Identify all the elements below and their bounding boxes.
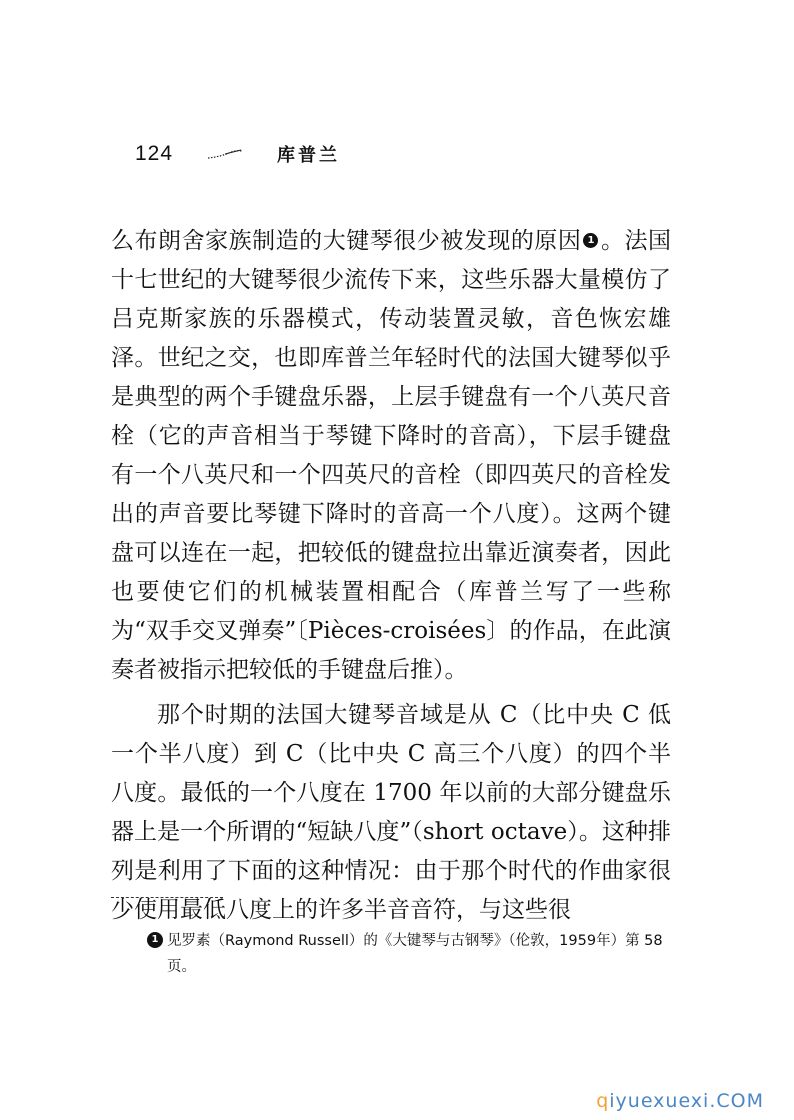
footnote-rule	[111, 897, 223, 898]
footnote	[145, 928, 670, 980]
page-header	[135, 140, 340, 168]
running-head: 库普兰	[277, 145, 341, 166]
footnote-reference[interactable]: 1	[583, 233, 598, 248]
watermark-lead: q	[596, 1090, 610, 1112]
footnote-marker: 1	[147, 932, 163, 948]
watermark	[596, 1090, 764, 1112]
footnote-text: 见罗素（Raymond Russell）的《大键琴与古钢琴》（伦敦，1959年）第 58 页。	[167, 933, 663, 975]
watermark-rest: iyuexuexi.COM	[609, 1090, 764, 1112]
paragraph: 那个时期的法国大键琴音域是从 C（比中央 C 低一个半八度）到 C（比中央 C 高三个八度）的四个半八度。最低的一个八度在 1700 年以前的大部分键盘乐器上是一个所谓的“短缺八度”（short octave）。这种排列是利用了下面的这种情况：由于那个时代的作曲家很少使用最低八度上的许多半音音符，与这些很	[111, 702, 671, 923]
page-number: 124	[135, 142, 174, 165]
paragraph-text: 。法国十七世纪的大键琴很少流传下来，这些乐器大量模仿了吕克斯家族的乐器模式，传动装置灵敏，音色恢宏雄泽。世纪之交，也即库普兰年轻时代的法国大键琴似乎是典型的两个手键盘乐器，上层手键盘有一个八英尺音栓（它的声音相当于琴键下降时的音高），下层手键盘有一个八英尺和一个四英尺的音栓（即四英尺的音栓发出的声音要比琴键下降时的音高一个八度）。这两个键盘可以连在一起，把较低的键盘拉出靠近演奏者，因此也要使它们的机械装置相配合（库普兰写了一些称为“双手交叉弹奏”〔Pièces-croisées〕的作品，在此演奏者被指示把较低的手键盘后推）。	[111, 228, 672, 683]
body-text	[111, 222, 671, 930]
paragraph-text: 么布朗舍家族制造的大键琴很少被发现的原因	[111, 228, 582, 254]
paragraph	[111, 222, 671, 690]
ornament-icon	[207, 148, 243, 160]
